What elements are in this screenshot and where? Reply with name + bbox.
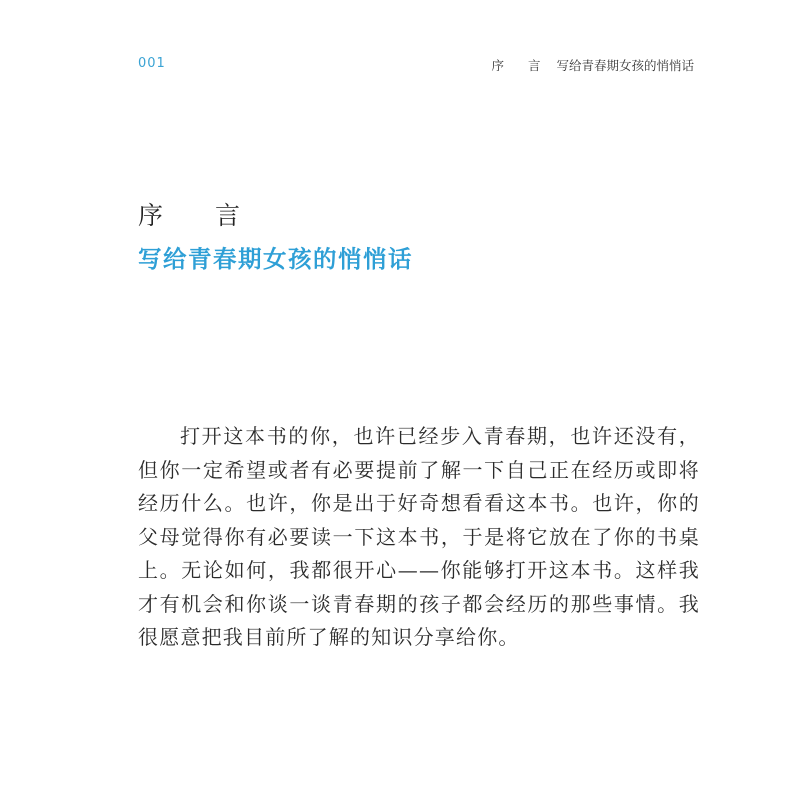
running-section-title: 写给青春期女孩的悄悄话 <box>556 58 694 73</box>
chapter-title: 写给青春期女孩的悄悄话 <box>138 245 413 273</box>
body-paragraph: 打开这本书的你，也许已经步入青春期，也许还没有，但你一定希望或者有必要提前了解一下自己正在经历或即将经历什么。也许，你是出于好奇想看看这本书。也许，你的父母觉得你有必要读一下这本书，于是将它放在了你的书桌上。无论如何，我都很开心——你能够打开这本书。这样我才有机会和你谈一谈青春期的孩子都会经历的那些事情。我很愿意把我目前所了解的知识分享给你。 <box>138 424 700 649</box>
running-header <box>138 56 694 76</box>
running-section-label: 序 言 <box>491 58 551 73</box>
running-title <box>492 56 695 74</box>
page-number: 001 <box>138 56 166 71</box>
chapter-label: 序 言 <box>138 201 262 230</box>
